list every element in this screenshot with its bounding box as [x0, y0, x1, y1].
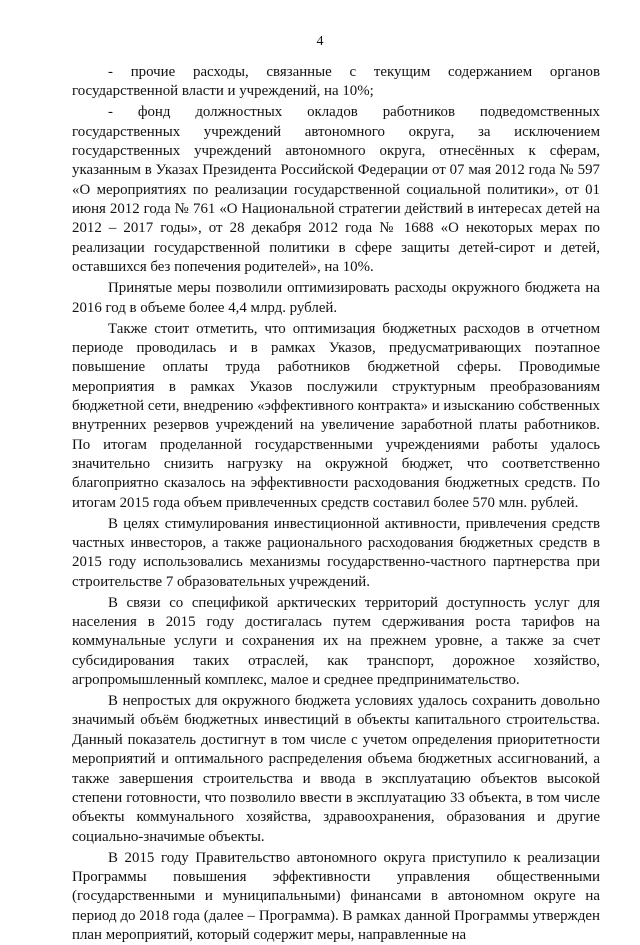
page-number: 4	[316, 34, 324, 49]
paragraph-other-expenses: - прочие расходы, связанные с текущим содержанием органов государственной власти и учреждений, на 10%;	[72, 64, 600, 100]
paragraph-measures-result: Принятые меры позволили оптимизировать расходы окружного бюджета на 2016 год в объеме более 4,4 млрд. рублей.	[72, 280, 600, 316]
paragraph-optimization-decrees: Также стоит отметить, что оптимизация бюджетных расходов в отчетном периоде проводилась и в рамках Указов, предусматривающих поэтапное повышение оплаты труда работников бюджетной сферы. Проводимые мероприятия в рамках Указов послужили структурным преобразованиям бюджетной сети, внедрению «эффективного контракта» и изысканию собственных внутренних резервов учреждений на увеличение заработной платы работников. По итогам проделанной государственными учреждениями работы удалось значительно снизить нагрузку на окружной бюджет, что соответственно благоприятно сказалось на эффективности расходования бюджетных средств. По итогам 2015 года объем привлеченных средств составил более 570 млн. рублей.	[72, 320, 600, 511]
paragraph-efficiency-program: В 2015 году Правительство автономного округа приступило к реализации Программы повышения эффективности управления общественными (государственными и муниципальными) финансами в автономном округе на период до 2018 года (далее – Программа). В рамках данной Программы утвержден план мероприятий, который содержит меры, направленные на	[72, 849, 600, 943]
paragraph-investment-activity: В целях стимулирования инвестиционной активности, привлечения средств частных инвесторов, а также рационального расходования бюджетных средств в 2015 году использовались механизмы государственно-частного партнерства при строительстве 7 образовательных учреждений.	[72, 515, 600, 590]
paragraph-salary-fund: - фонд должностных окладов работников подведомственных государственных учреждений автономного округа, за исключением государственных учреждений автономного округа, отнесённых к сферам, указанным в Указах Президента Российской Федерации от 07 мая 2012 года № 597 «О мероприятиях по реализации государственной социальной политики», от 01 июня 2012 года № 761 «О Национальной стратегии действий в интересах детей на 2012 – 2017 годы», от 28 декабря 2012 года № 1688 «О некоторых мерах по реализации государственной политики в сфере защиты детей-сирот и детей, оставшихся без попечения родителей», на 10%.	[72, 104, 600, 276]
document-body	[72, 63, 600, 945]
paragraph-capital-construction: В непростых для окружного бюджета условиях удалось сохранить довольно значимый объём бюджетных инвестиций в объекты капитального строительства. Данный показатель достигнут в том числе с учетом определения приоритетности мероприятий и оптимального распределения объема бюджетных ассигнований, а также завершения строительства и ввода в эксплуатацию объектов высокой степени готовности, что позволило ввести в эксплуатацию 33 объекта, в том числе объекты коммунального хозяйства, здравоохранения, образования и другие социально-значимые объекты.	[72, 693, 600, 845]
paragraph-arctic-territories: В связи со спецификой арктических территорий доступность услуг для населения в 2015 году достигалась путем сдерживания роста тарифов на коммунальные услуги и сохранения их на прежнем уровне, а также за счет субсидирования таких отраслей, как транспорт, дорожное хозяйство, агропромышленный комплекс, малое и среднее предпринимательство.	[72, 594, 600, 689]
